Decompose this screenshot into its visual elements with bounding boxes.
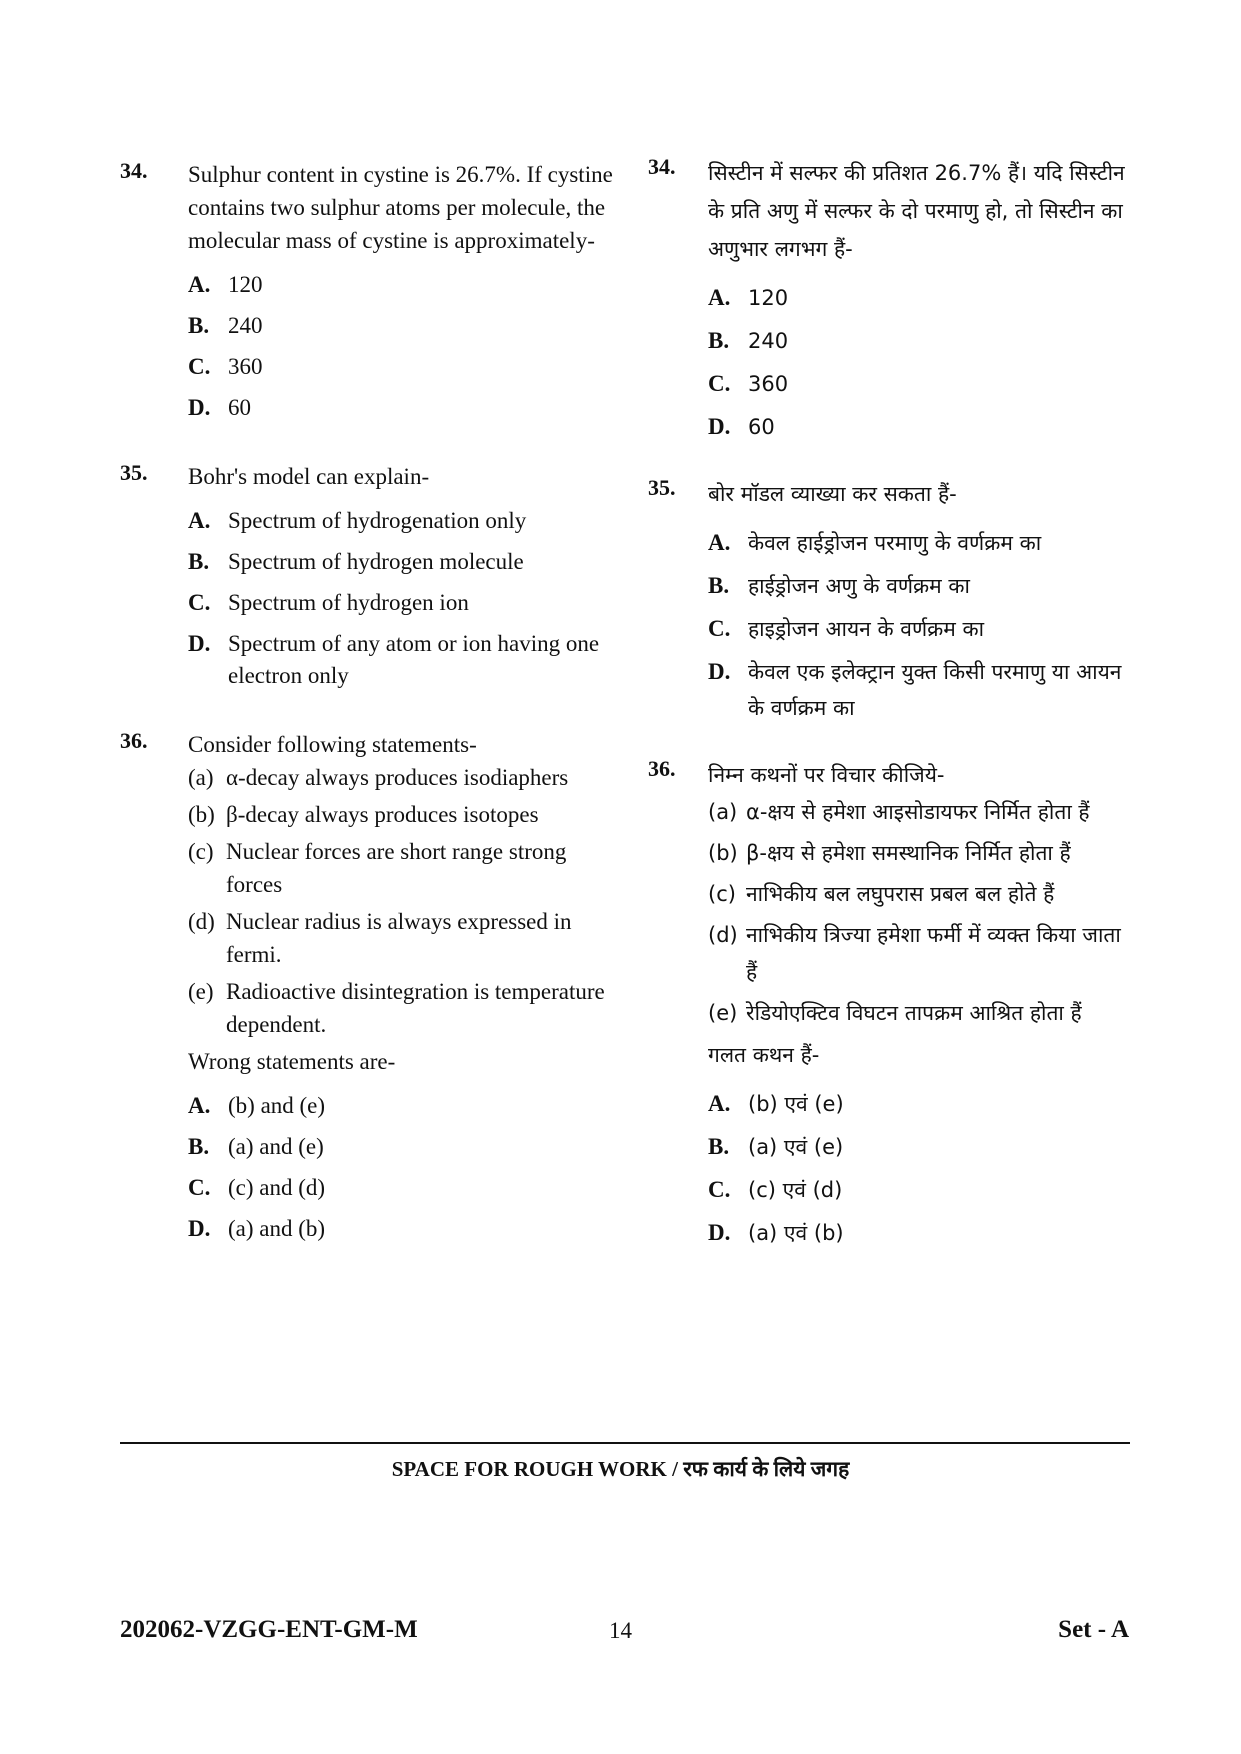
- option-text: Spectrum of any atom or ion having one electron only: [228, 631, 600, 688]
- option-text: 360: [228, 354, 263, 379]
- statement-text: β-decay always produces isotopes: [226, 802, 539, 827]
- question-34-hi: [648, 154, 1128, 445]
- question-stem: Sulphur content in cystine is 26.7%. If cystine contains two sulphur atoms per molecule, the molecular mass of cystine is approximately-: [188, 162, 613, 253]
- statement-text: α-क्षय से हमेशा आइसोडायफर निर्मित होता हैं: [746, 800, 1090, 824]
- option-letter: B.: [188, 1134, 210, 1159]
- statement-text: Nuclear forces are short range strong forces: [226, 839, 567, 897]
- statement-text: नाभिकीय बल लघुपरास प्रबल बल होते हैं: [746, 882, 1055, 906]
- question-number: 34.: [648, 154, 676, 179]
- statement-c: [708, 876, 1128, 913]
- statement-tag: (c): [708, 882, 736, 906]
- option-b[interactable]: [188, 546, 620, 578]
- question-stem: निम्न कथनों पर विचार कीजिये-: [708, 763, 945, 787]
- option-b[interactable]: [708, 568, 1128, 604]
- option-text: Spectrum of hydrogen molecule: [228, 549, 524, 574]
- statement-tag: (a): [188, 765, 214, 790]
- question-number: 35.: [648, 475, 676, 500]
- option-text: 60: [228, 395, 251, 420]
- statement-text: α-decay always produces isodiaphers: [226, 765, 569, 790]
- option-text: (b) and (e): [228, 1093, 326, 1118]
- option-c[interactable]: [708, 1172, 1128, 1208]
- option-text: 60: [748, 415, 775, 439]
- option-letter: B.: [708, 573, 730, 598]
- option-text: (c) and (d): [228, 1175, 326, 1200]
- option-text: 240: [748, 329, 789, 353]
- option-a[interactable]: [188, 1090, 620, 1122]
- option-d[interactable]: [188, 628, 620, 692]
- statement-text: नाभिकीय त्रिज्या हमेशा फर्मी में व्यक्त किया जाता हैं: [746, 923, 1121, 984]
- statement-tag: (a): [708, 800, 738, 824]
- statement-tag: (b): [188, 802, 215, 827]
- option-text: (b) एवं (e): [748, 1092, 844, 1116]
- rough-work-divider: [120, 1442, 1130, 1444]
- options-list: [188, 1090, 620, 1245]
- option-text: हाईड्रोजन अणु के वर्णक्रम का: [748, 574, 970, 598]
- statement-tag: (e): [188, 979, 214, 1004]
- option-letter: D.: [188, 631, 211, 656]
- option-letter: D.: [188, 395, 211, 420]
- option-letter: B.: [188, 549, 210, 574]
- question-35-hi: [648, 475, 1128, 726]
- statement-d: [188, 905, 620, 971]
- statement-e: [708, 995, 1128, 1032]
- options-list: [708, 1086, 1128, 1251]
- option-letter: A.: [188, 508, 211, 533]
- option-d[interactable]: [708, 1215, 1128, 1251]
- option-c[interactable]: [708, 366, 1128, 402]
- question-35-en: [120, 460, 620, 692]
- question-34-en: [120, 158, 620, 424]
- question-prompt: Wrong statements are-: [188, 1049, 396, 1074]
- hindi-column: [648, 150, 1128, 1258]
- option-letter: C.: [708, 1177, 731, 1202]
- option-letter: C.: [188, 1175, 211, 1200]
- option-letter: D.: [708, 1220, 731, 1245]
- option-text: 120: [748, 286, 789, 310]
- question-stem: Consider following statements-: [188, 732, 477, 757]
- option-d[interactable]: [708, 654, 1128, 726]
- option-c[interactable]: [188, 351, 620, 383]
- option-letter: D.: [708, 414, 731, 439]
- statement-text: β-क्षय से हमेशा समस्थानिक निर्मित होता हैं: [746, 841, 1071, 865]
- option-a[interactable]: [188, 505, 620, 537]
- option-letter: D.: [188, 1216, 211, 1241]
- option-letter: A.: [188, 272, 211, 297]
- options-list: [708, 280, 1128, 445]
- question-number: 36.: [120, 728, 148, 753]
- option-text: (c) एवं (d): [748, 1178, 843, 1202]
- question-stem: Bohr's model can explain-: [188, 464, 430, 489]
- option-a[interactable]: [188, 269, 620, 301]
- option-c[interactable]: [188, 1172, 620, 1204]
- option-letter: A.: [708, 1091, 731, 1116]
- question-36-hi: [648, 756, 1128, 1251]
- option-text: केवल हाईड्रोजन परमाणु के वर्णक्रम का: [748, 531, 1042, 555]
- option-letter: B.: [708, 1134, 730, 1159]
- option-b[interactable]: [188, 310, 620, 342]
- option-letter: D.: [708, 659, 731, 684]
- option-letter: C.: [188, 354, 211, 379]
- option-text: (a) and (e): [228, 1134, 324, 1159]
- english-column: [120, 150, 620, 1254]
- statement-b: [708, 835, 1128, 872]
- option-text: Spectrum of hydrogenation only: [228, 508, 527, 533]
- option-letter: C.: [708, 616, 731, 641]
- option-b[interactable]: [188, 1131, 620, 1163]
- question-number: 36.: [648, 756, 676, 781]
- statement-a: [708, 794, 1128, 831]
- option-letter: A.: [708, 285, 731, 310]
- statement-text: रेडियोएक्टिव विघटन तापक्रम आश्रित होता हैं: [746, 1001, 1082, 1025]
- option-text: Spectrum of hydrogen ion: [228, 590, 469, 615]
- set-label: Set - A: [1058, 1616, 1129, 1643]
- question-number: 35.: [120, 460, 148, 485]
- option-d[interactable]: [188, 392, 620, 424]
- option-c[interactable]: [708, 611, 1128, 647]
- statement-tag: (d): [188, 909, 215, 934]
- option-a[interactable]: [708, 280, 1128, 316]
- option-text: (a) and (b): [228, 1216, 326, 1241]
- option-b[interactable]: [708, 323, 1128, 359]
- rough-work-label: SPACE FOR ROUGH WORK / रफ कार्य के लिये जगह: [391, 1457, 850, 1481]
- option-letter: B.: [188, 313, 210, 338]
- statement-tag: (e): [708, 1001, 738, 1025]
- option-text: 240: [228, 313, 263, 338]
- options-list: [188, 269, 620, 424]
- question-36-en: [120, 728, 620, 1245]
- statement-b: [188, 798, 620, 831]
- option-text: 360: [748, 372, 789, 396]
- statement-tag: (d): [708, 923, 738, 947]
- statements-list: [188, 761, 620, 1041]
- paper-code: 202062-VZGG-ENT-GM-M: [120, 1616, 418, 1643]
- option-a[interactable]: [708, 1086, 1128, 1122]
- option-d[interactable]: [708, 409, 1128, 445]
- statement-e: [188, 975, 620, 1041]
- statement-d: [708, 917, 1128, 991]
- option-text: हाइड्रोजन आयन के वर्णक्रम का: [748, 617, 985, 641]
- option-a[interactable]: [708, 525, 1128, 561]
- option-d[interactable]: [188, 1213, 620, 1245]
- option-text: (a) एवं (b): [748, 1221, 844, 1245]
- option-text: (a) एवं (e): [748, 1135, 844, 1159]
- option-letter: C.: [708, 371, 731, 396]
- options-list: [708, 525, 1128, 726]
- statements-list: [708, 794, 1128, 1032]
- option-text: केवल एक इलेक्ट्रान युक्त किसी परमाणु या आयन के वर्णक्रम का: [748, 660, 1122, 720]
- page-number: 14: [609, 1618, 632, 1643]
- option-letter: C.: [188, 590, 211, 615]
- option-c[interactable]: [188, 587, 620, 619]
- question-stem: सिस्टीन में सल्फर की प्रतिशत 26.7% हैं। यदि सिस्टीन के प्रति अणु में सल्फर के दो परमाणु हो, तो सिस्टीन का अणुभार लगभग हैं-: [708, 161, 1125, 261]
- statement-text: Nuclear radius is always expressed in fermi.: [226, 909, 572, 967]
- option-text: 120: [228, 272, 263, 297]
- option-letter: A.: [708, 530, 731, 555]
- statement-text: Radioactive disintegration is temperature dependent.: [226, 979, 605, 1037]
- option-letter: A.: [188, 1093, 211, 1118]
- question-stem: बोर मॉडल व्याख्या कर सकता हैं-: [708, 482, 957, 506]
- statement-c: [188, 835, 620, 901]
- question-prompt: गलत कथन हैं-: [708, 1043, 820, 1067]
- option-b[interactable]: [708, 1129, 1128, 1165]
- options-list: [188, 505, 620, 692]
- statement-tag: (b): [708, 841, 738, 865]
- question-number: 34.: [120, 158, 148, 183]
- statement-tag: (c): [188, 839, 214, 864]
- option-letter: B.: [708, 328, 730, 353]
- statement-a: [188, 761, 620, 794]
